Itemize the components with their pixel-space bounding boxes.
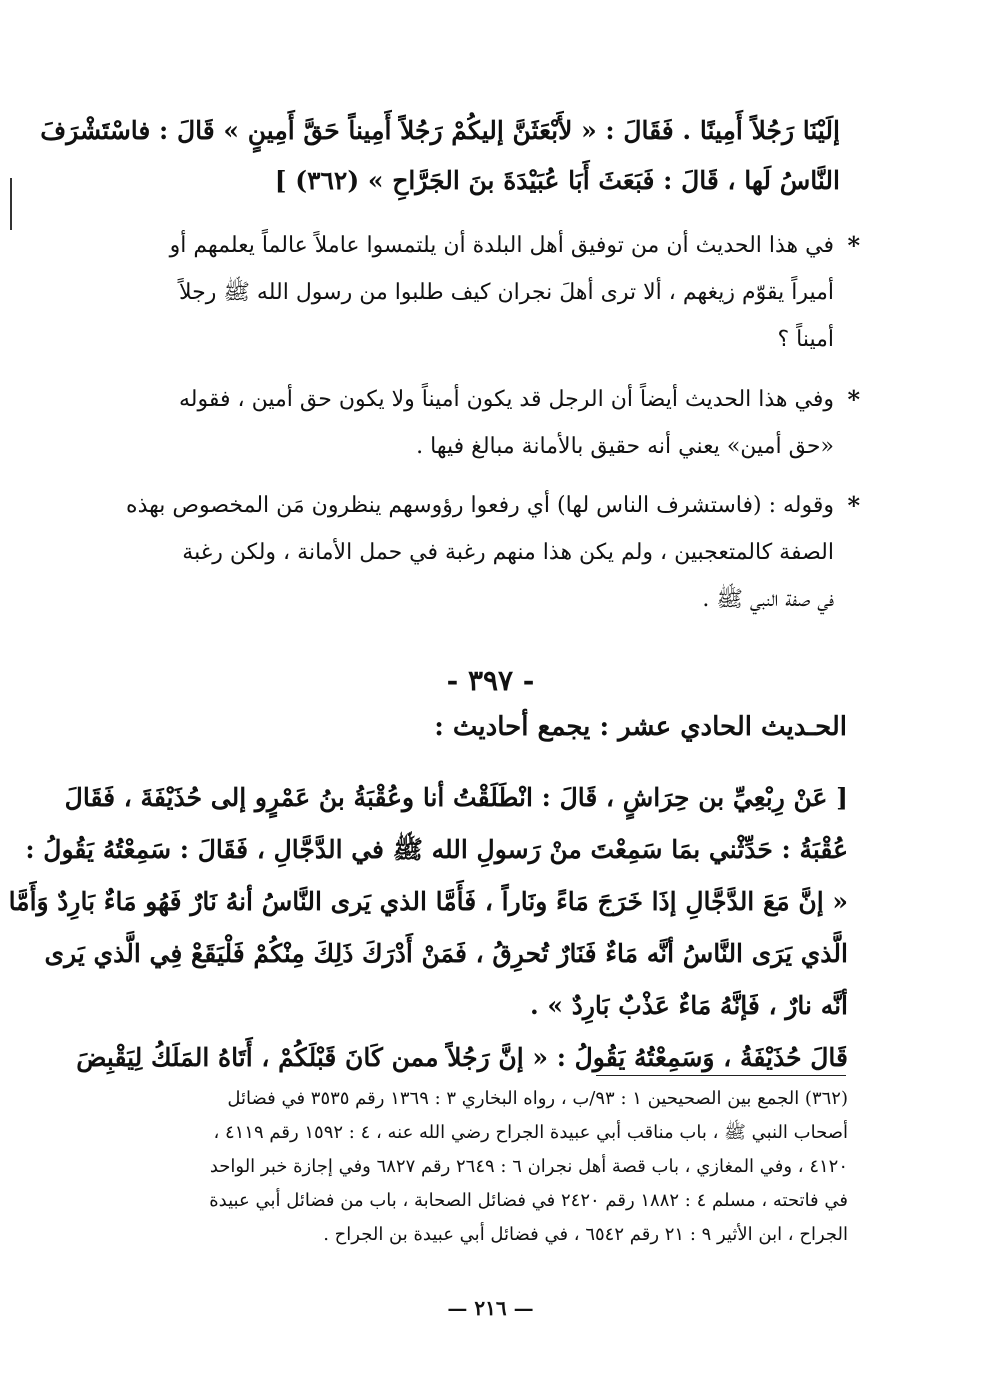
hadith-text (8, 772, 848, 1084)
text-line: في هذا الحديث أن من توفيق أهل البلدة أن يلتمسوا عاملاً عالماً يعلمهم أو (169, 233, 834, 258)
footnote (100, 1082, 848, 1252)
footnote-line: (٣٦٢) الجمع بين الصحيحين ١ : ٩٣/ب ، رواه البخاري ٣ : ١٣٦٩ رقم ٣٥٣٥ في فضائل (227, 1088, 848, 1109)
text-line: عُقْبَةُ : حَدِّثْني بمَا سَمِعْتَ منْ رَسولِ الله ﷺ في الدَّجَّالِ ، فَقَالَ : سَمِعْتُهُ يَقُولُ : (25, 835, 848, 864)
footnote-line: ٤١٢٠ ، وفي المغازي ، باب قصة أهل نجران ٦ : ٢٦٤٩ رقم ٦٨٢٧ وفي إجازة خبر الواحد (209, 1156, 848, 1177)
bullet-star-icon: * (847, 491, 860, 520)
footnote-line: في فاتحته ، مسلم ٤ : ١٨٨٢ رقم ٢٤٢٠ في فضائل الصحابة ، باب من فضائل أبي عبيدة (209, 1190, 848, 1211)
text-line: النَّاسُ لَها ، قَالَ : فَبَعَثَ أَبَا عُبَيْدَةَ بنَ الجَرَّاحِ » (٣٦٢) ] (274, 166, 840, 195)
text-line: قَالَ حُذَيْفَةُ ، وَسَمِعْتُهُ يَقُولُ : « إنَّ رَجُلاً ممن كَانَ قَبْلَكُمْ ، أَتَاهُ المَلَكُ لِيَقْبِضَ (76, 1043, 848, 1072)
margin-scan-mark (10, 178, 12, 230)
text-line: أميراً يقوّم زيغهم ، ألا ترى أهلَ نجران كيف طلبوا من رسول الله ﷺ رجلاً (179, 280, 834, 305)
text-line: إلَيْنَا رَجُلاً أَمِينًا . فَقَالَ : « لأَبْعَثَنَّ إليكُمْ رَجُلاً أَمِيناً حَقَّ أَمِينٍ » قَالَ : فاسْتَشْرَفَ (40, 116, 840, 145)
bullet-star-icon: * (847, 385, 860, 414)
hadith-number: - ٣٩٧ - (446, 664, 535, 697)
commentary-item (100, 376, 860, 470)
commentary-item (100, 482, 860, 623)
commentary-item (100, 222, 860, 363)
text-line: الَّذي يَرَى النَّاسُ أنَّه مَاءٌ فَنَارٌ تُحرِقُ ، فَمَنْ أَدْرَكَ ذَلِكَ مِنْكُمْ فَلْيَقَعْ فِي الَّذي يَرى (44, 939, 848, 968)
footnote-line: الجراح ، ابن الأثير ٩ : ٢١ رقم ٦٥٤٢ ، في فضائل أبي عبيدة بن الجراح . (323, 1224, 848, 1245)
section-heading: الحـديث الحادي عشر : يجمع أحاديث : (434, 712, 847, 742)
text-line: أنَّه نارٌ ، فَإنَّهُ مَاءٌ عَذْبٌ بَارِدٌ » . (529, 991, 848, 1020)
previous-hadith-ending (40, 106, 840, 206)
text-line: « إنَّ مَعَ الدَّجَّالِ إذَا خَرَجَ مَاءً ونَاراً ، فَأَمَّا الذي يَرى النَّاسُ أنهُ نَارٌ فَهُو مَاءٌ بَارِدٌ وَأَمَّا (8, 887, 848, 916)
text-line: وفي هذا الحديث أيضاً أن الرجل قد يكون أميناً ولا يكون حق أمين ، فقوله (179, 387, 834, 412)
text-line: الصفة كالمتعجبين ، ولم يكن هذا منهم رغبة في حمل الأمانة ، ولكن رغبة (182, 540, 834, 565)
text-line: أميناً ؟ (777, 327, 834, 352)
bullet-star-icon: * (847, 231, 860, 260)
page-number: — ٢١٦ — (447, 1296, 534, 1320)
footnote-divider (596, 1075, 846, 1076)
footnote-line: أصحاب النبي ﷺ ، باب مناقب أبي عبيدة الجراح رضي الله عنه ، ٤ : ١٥٩٢ رقم ٤١١٩ ، (213, 1122, 848, 1143)
text-line: في صفة النبي ﷺ . (702, 587, 834, 612)
text-line: «حق أمين» يعني أنه حقيق بالأمانة مبالغ فيها . (416, 434, 834, 459)
text-line: وقوله : (فاستشرف الناس لها) أي رفعوا رؤوسهم ينظرون مَن المخصوص بهذه (126, 493, 834, 518)
text-line: [ عَنْ رِبْعِيِّ بن حِرَاشٍ ، قَالَ : انْطَلَقْتُ أنا وعُقْبَةُ بنُ عَمْرٍو إلى حُذَيْفَةَ ، فَقَالَ (64, 783, 848, 812)
